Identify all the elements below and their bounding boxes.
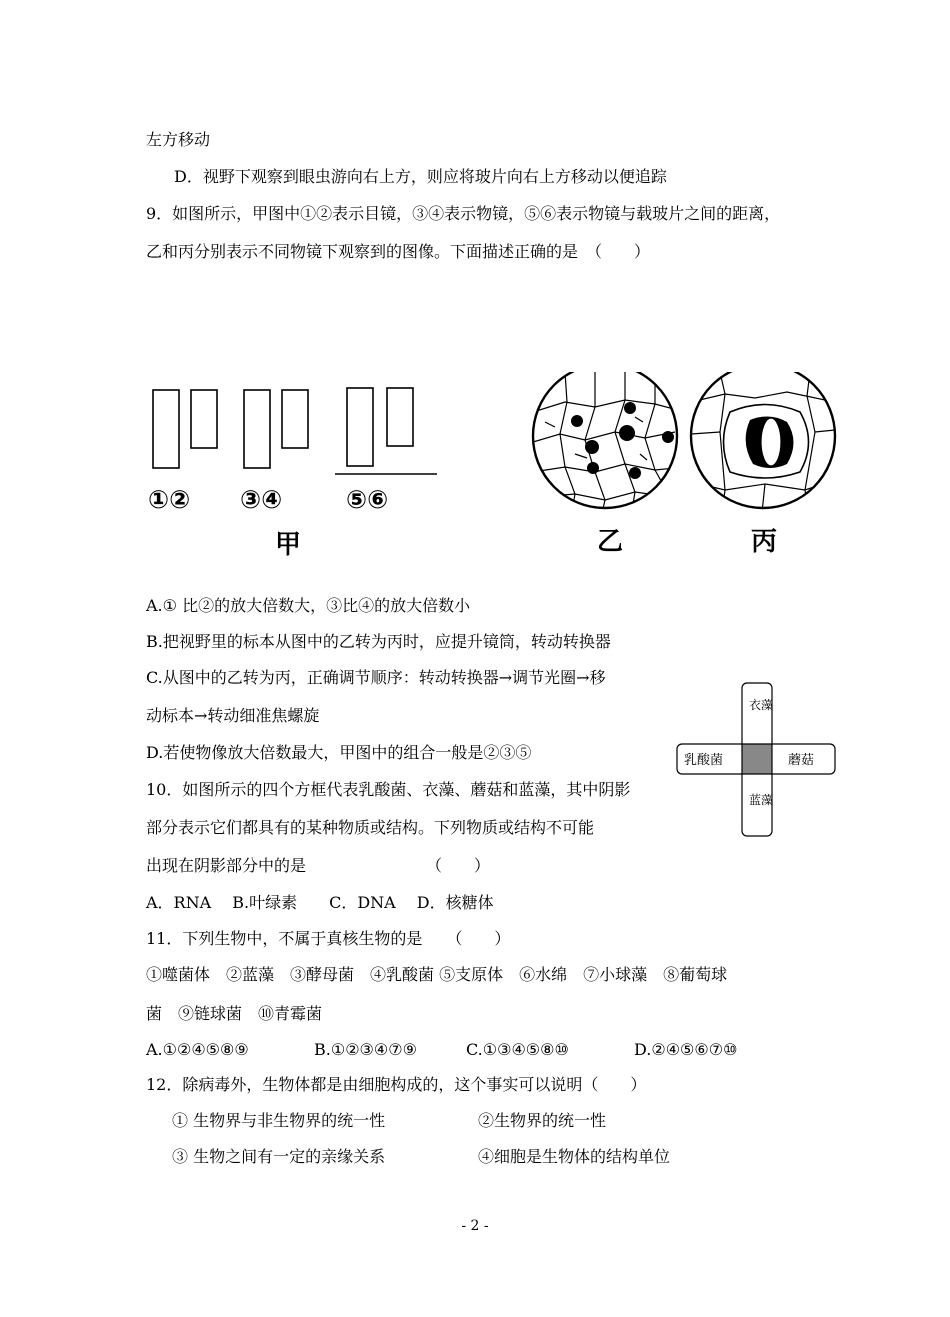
text-line: 动标本→转动细准焦螺旋 — [146, 706, 320, 725]
figure-yi-bing — [525, 372, 845, 562]
option-9B: B.把视野里的标本从图中的乙转为丙时，应提升镜筒，转动转换器 — [146, 632, 611, 651]
yi-nuclei — [571, 402, 674, 479]
label-56: ⑤⑥ — [346, 485, 389, 514]
question-9: 9．如图所示，甲图中①②表示目镜，③④表示物镜，⑤⑥表示物镜与载玻片之间的距离， — [146, 204, 781, 223]
text-line: D．视野下观察到眼虫游向右上方，则应将玻片向右上方移动以便追踪 — [174, 167, 667, 186]
option-12-2: ②生物界的统一性 — [478, 1111, 607, 1130]
option-12-1: ① 生物界与非生物界的统一性 — [172, 1111, 386, 1130]
question-10: 10．如图所示的四个方框代表乳酸菌、衣藻、蘑菇和蓝藻，其中阴影 — [146, 780, 631, 799]
label-yizao: 衣藻 — [749, 698, 774, 712]
option-9C: C.从图中的乙转为丙，正确调节顺序：转动转换器→调节光圈→移 — [146, 668, 606, 687]
page-number: - 2 - — [461, 1218, 489, 1234]
option-11D: D.②④⑤⑥⑦⑩ — [634, 1040, 738, 1059]
option-11C: C.①③④⑤⑧⑩ — [466, 1040, 569, 1059]
question-12: 12．除病毒外，生物体都是由细胞构成的，这个事实可以说明（ ） — [146, 1075, 647, 1094]
option-9D: D.若使物像放大倍数最大，甲图中的组合一般是②③⑤ — [146, 743, 532, 762]
text-line: ①噬菌体 ②蓝藻 ③酵母菌 ④乳酸菌 ⑤支原体 ⑥水绵 ⑦小球藻 ⑧葡萄球 — [146, 965, 728, 984]
caption-bing: 丙 — [751, 527, 778, 557]
question-11: 11．下列生物中，不属于真核生物的是 （ ） — [146, 929, 511, 948]
label-12: ①② — [148, 485, 191, 514]
shaded-area — [742, 744, 772, 774]
objective-4 — [282, 390, 308, 448]
label-mogu: 蘑菇 — [788, 753, 815, 768]
option-12-4: ④细胞是生物体的结构单位 — [478, 1147, 671, 1166]
option-11A: A.①②④⑤⑧⑨ — [146, 1040, 249, 1059]
figure-jia — [140, 378, 450, 563]
eyepiece-1 — [153, 390, 179, 468]
eyepiece-2 — [191, 390, 217, 448]
text-line: 菌 ⑨链球菌 ⑩青霉菌 — [146, 1004, 323, 1023]
option-9A: A.① 比②的放大倍数大，③比④的放大倍数小 — [146, 596, 471, 615]
objective-5 — [347, 388, 373, 466]
text-line: 出现在阴影部分中的是 （ ） — [146, 856, 491, 875]
text-line: 乙和丙分别表示不同物镜下观察到的图像。下面描述正确的是 （ ） — [146, 242, 651, 261]
text-line: 部分表示它们都具有的某种物质或结构。下列物质或结构不可能 — [146, 818, 595, 837]
option-11B: B.①②③④⑦⑨ — [314, 1040, 417, 1059]
yi-cells — [533, 372, 685, 522]
objective-3 — [244, 390, 270, 468]
objective-6 — [387, 388, 413, 446]
label-34: ③④ — [240, 485, 283, 514]
figure-cross — [676, 682, 838, 838]
caption-yi: 乙 — [597, 527, 624, 557]
caption-jia: 甲 — [275, 530, 302, 560]
option-12-3: ③ 生物之间有一定的亲缘关系 — [172, 1147, 386, 1166]
label-rusuanjun: 乳酸菌 — [684, 753, 724, 768]
options-10: A．RNA B.叶绿素 C．DNA D．核糖体 — [146, 893, 494, 912]
text-line: 左方移动 — [146, 130, 211, 149]
label-lanzao: 蓝藻 — [749, 793, 774, 807]
